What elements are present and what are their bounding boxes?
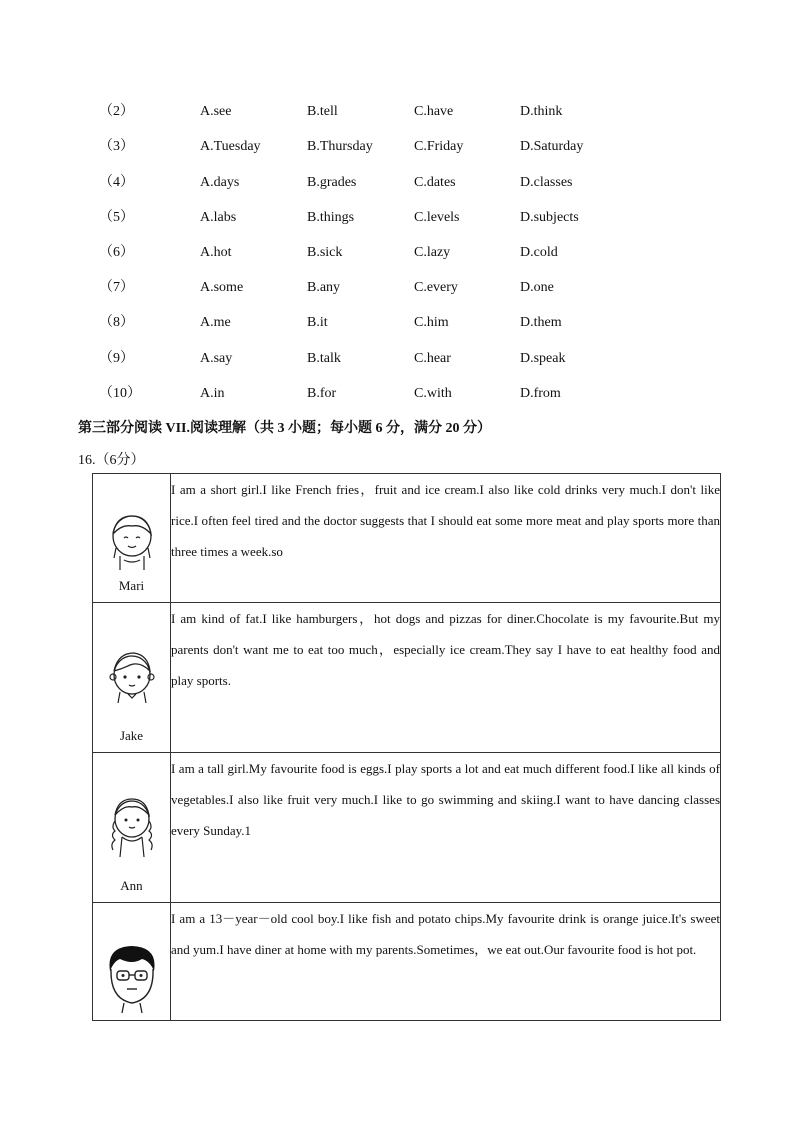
table-row — [93, 753, 721, 903]
option-d: D.think — [520, 104, 563, 119]
girl-braids-avatar-icon — [102, 791, 162, 861]
option-c: C.hear — [414, 351, 451, 366]
person-text: I am a short girl.I like French fries，fruit and ice cream.I also like cold drinks very much.I don't like rice.I often feel tired and the doctor suggests that I should eat some more meat and play sports more than three times a week.so — [171, 474, 721, 603]
question-number: （10） — [99, 386, 141, 401]
option-a: A.say — [200, 351, 233, 366]
person-text: I am kind of fat.I like hamburgers，hot dogs and pizzas for diner.Chocolate is my favourite.But my parents don't want me to eat too much，especially ice cream.They say I have to eat healthy food and play sports. — [171, 603, 721, 753]
person-cell — [93, 603, 171, 753]
option-c: C.have — [414, 104, 454, 119]
section-title: 第三部分阅读 VII.阅读理解（共 3 小题；每小题 6 分，满分 20 分） — [78, 421, 492, 436]
person-name: Ann — [120, 878, 143, 893]
option-d: D.from — [520, 386, 561, 401]
table-row — [93, 474, 721, 603]
option-row — [0, 383, 794, 405]
person-name: Mari — [118, 578, 145, 593]
option-a: A.labs — [200, 210, 237, 225]
option-row — [0, 242, 794, 264]
person-name: Jake — [119, 728, 144, 743]
option-d: D.classes — [520, 175, 573, 190]
option-b: B.grades — [307, 175, 357, 190]
option-row — [0, 207, 794, 229]
option-c: C.dates — [414, 175, 456, 190]
option-c: C.Friday — [414, 139, 464, 154]
question-number: （7） — [99, 280, 134, 295]
option-row — [0, 277, 794, 299]
question-number: （4） — [99, 175, 134, 190]
question-number: （3） — [99, 139, 134, 154]
option-b: B.tell — [307, 104, 338, 119]
question-number: （9） — [99, 351, 134, 366]
girl-avatar-icon — [106, 510, 158, 574]
person-cell — [93, 903, 171, 1021]
option-row — [0, 101, 794, 123]
question-label: 16.（6分） — [78, 453, 145, 468]
question-number: （5） — [99, 210, 134, 225]
option-row — [0, 348, 794, 370]
option-b: B.it — [307, 315, 328, 330]
option-b: B.Thursday — [307, 139, 373, 154]
person-cell — [93, 753, 171, 903]
option-c: C.lazy — [414, 245, 451, 260]
option-c: C.every — [414, 280, 458, 295]
option-d: D.cold — [520, 245, 558, 260]
option-row — [0, 172, 794, 194]
reading-table — [92, 473, 721, 1021]
option-row — [0, 312, 794, 334]
table-row — [93, 903, 721, 1021]
option-row — [0, 136, 794, 158]
question-number: （8） — [99, 315, 134, 330]
option-a: A.see — [200, 104, 232, 119]
option-a: A.me — [200, 315, 231, 330]
option-a: A.days — [200, 175, 240, 190]
table-row — [93, 603, 721, 753]
boy-avatar-icon — [106, 645, 158, 705]
option-a: A.Tuesday — [200, 139, 261, 154]
option-d: D.subjects — [520, 210, 579, 225]
question-number: （2） — [99, 104, 134, 119]
option-a: A.some — [200, 280, 244, 295]
person-text: I am a tall girl.My favourite food is eggs.I play sports a lot and eat much different food.I like all kinds of vegetables.I also like fruit very much.I like to go swimming and skiing.I want to have dancing classes every Sunday.1 — [171, 753, 721, 903]
option-c: C.him — [414, 315, 449, 330]
boy-glasses-avatar-icon — [102, 941, 162, 1015]
option-b: B.any — [307, 280, 341, 295]
option-a: A.hot — [200, 245, 232, 260]
option-d: D.Saturday — [520, 139, 584, 154]
option-a: A.in — [200, 386, 225, 401]
person-cell — [93, 474, 171, 603]
option-b: B.talk — [307, 351, 341, 366]
question-number: （6） — [99, 245, 134, 260]
person-text: I am a 13－year－old cool boy.I like fish and potato chips.My favourite drink is orange juice.It's sweet and yum.I have diner at home with my parents.Sometimes，we eat out.Our favourite food is hot pot. — [171, 903, 721, 1021]
option-b: B.things — [307, 210, 355, 225]
option-d: D.them — [520, 315, 562, 330]
option-d: D.speak — [520, 351, 566, 366]
option-d: D.one — [520, 280, 554, 295]
option-c: C.levels — [414, 210, 460, 225]
option-b: B.sick — [307, 245, 343, 260]
option-c: C.with — [414, 386, 452, 401]
option-b: B.for — [307, 386, 337, 401]
